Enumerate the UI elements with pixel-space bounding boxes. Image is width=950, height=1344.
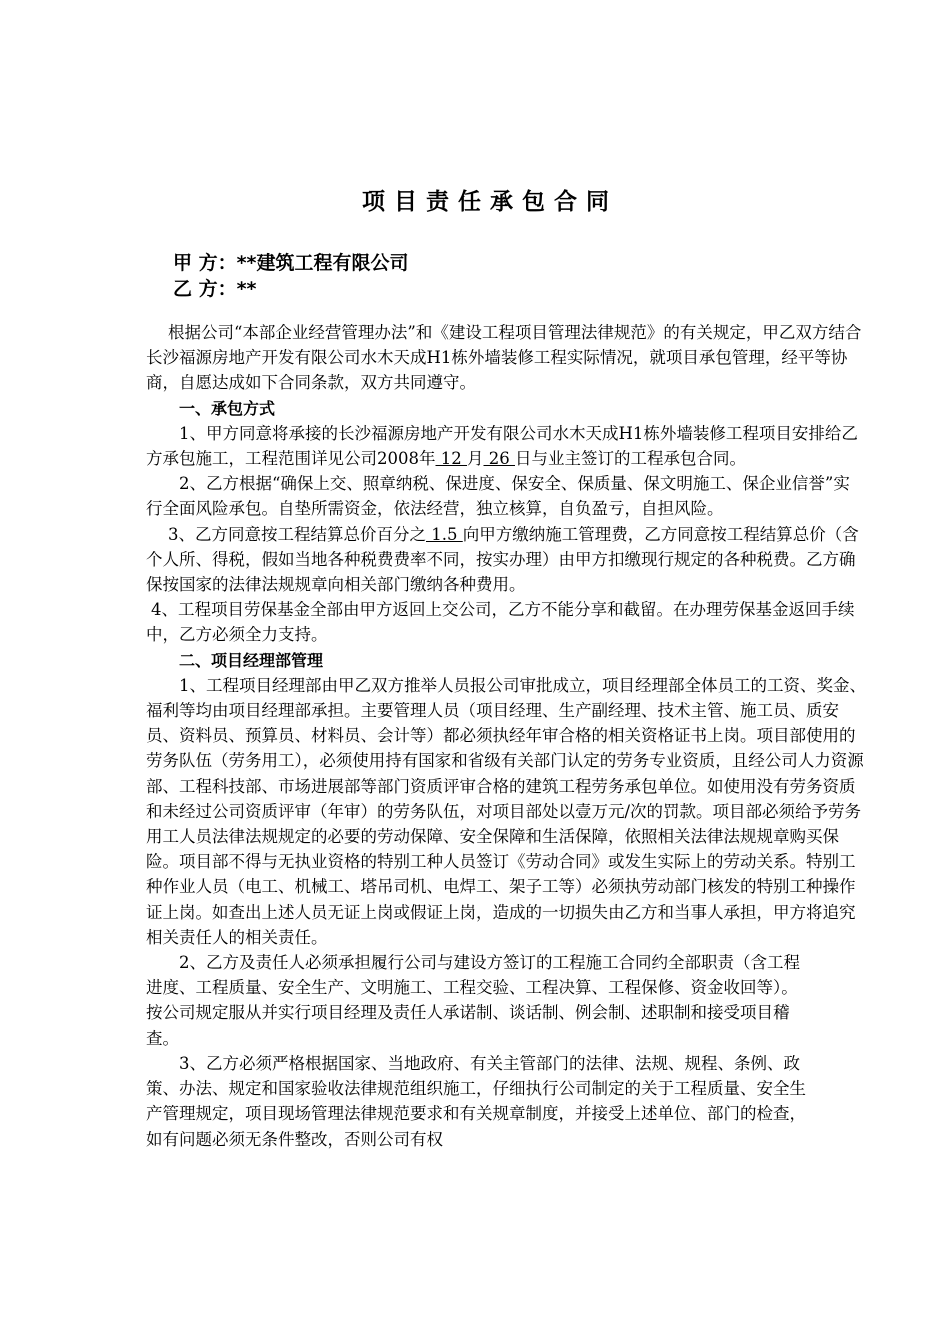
item-1-text-c: 日与业主签订的工程承包合同。	[515, 449, 746, 469]
item-1-text-b: 月	[467, 449, 484, 469]
section-1-item-3	[146, 522, 866, 598]
section-1-item-4: 4、工程项目劳保基金全部由甲方返回上交公司，乙方不能分享和截留。在办理劳保基金返回手续中，乙方必须全力支持。	[146, 600, 855, 645]
item-1-text-a: 1、甲方同意将承接的长沙福源房地产开发有限公司水木天成H1栋外墙装修工程项目安排给乙方承包施工，工程范围详见公司2008年	[146, 423, 858, 469]
section-2-item-3: 3、乙方必须严格根据国家、当地政府、有关主管部门的法律、法规、规程、条例、政策、办法、规定和国家验收法律规范组织施工，仔细执行公司制定的关于工程质量、安全生产管理规定，项目现场管理法律规范要求和有关规章制度，并接受上述单位、部门的检查，如有问题必须无条件整改，否则公司有权	[146, 1053, 806, 1149]
intro-paragraph: 根据公司“本部企业经营管理办法”和《建设工程项目管理法律规范》的有关规定，甲乙双方结合长沙福源房地产开发有限公司水木天成H1栋外墙装修工程实际情况，就项目承包管理，经平等协商，自愿达成如下合同条款，双方共同遵守。	[146, 323, 862, 393]
item-3-text-a: 3、乙方同意按工程结算总价百分之	[168, 524, 426, 544]
section-2-heading: 二、项目经理部管理	[179, 650, 324, 670]
contract-day: 26	[483, 449, 515, 469]
contract-body	[146, 320, 866, 1152]
section-2-item-1: 1、工程项目经理部由甲乙双方推举人员报公司审批成立，项目经理部全体员工的工资、奖金、福利等均由项目经理部承担。主要管理人员（项目经理、生产副经理、技术主管、施工员、质安员、资料员、预算员、材料员、会计等）都必须执经年审合格的相关资格证书上岗。项目部使用的劳务队伍（劳务用工），必须使用持有国家和省级有关部门认定的劳务专业资质，且经公司人力资源部、工程科技部、市场进展部等部门资质评审合格的建筑工程劳务承包单位。如使用没有劳务资质和未经过公司资质评审（年审）的劳务队伍，对项目部处以壹万元/次的罚款。项目部必须给予劳务用工人员法律法规规定的必要的劳动保障、安全保障和生活保障，依照相关法律法规规章购买保险。项目部不得与无执业资格的特别工种人员签订《劳动合同》或发生实际上的劳动关系。特别工种作业人员（电工、机械工、塔吊司机、电焊工、架子工等）必须执劳动部门核发的特别工种操作证上岗。如查出上述人员无证上岗或假证上岗，造成的一切损失由乙方和当事人承担，甲方将追究相关责任人的相关责任。	[146, 675, 866, 947]
section-2-item-2: 2、乙方及责任人必须承担履行公司与建设方签订的工程施工合同约全部职责（含工程进度、工程质量、安全生产、文明施工、工程交验、工程决算、工程保修、资金收回等）。按公司规定服从并实行项目经理及责任人承诺制、谈话制、例会制、述职制和接受项目稽查。	[146, 953, 800, 1048]
section-1-item-2: 2、乙方根据“确保上交、照章纳税、保进度、保安全、保质量、保文明施工、保企业信誉”实行全面风险承包。自垫所需资金，依法经营，独立核算，自负盈亏，自担风险。	[146, 474, 850, 519]
management-fee-rate: 1.5	[426, 524, 463, 544]
item-3-text-b: 向甲方缴纳施工管理费，乙方同意按工程结算总价（含个人所、得税，假如当地各种税费费率不同，按实办理）由甲方扣缴现行规定的各种税费。乙方确保按国家的法律法规规章向相关部门缴纳各种费用。	[146, 524, 859, 595]
contract-month: 12	[435, 449, 467, 469]
section-1-item-1	[146, 421, 866, 471]
section-1-heading: 一、承包方式	[179, 398, 276, 418]
party-a: 甲 方：**建筑工程有限公司	[173, 252, 409, 274]
document-title: 项目责任承包合同	[362, 189, 618, 215]
party-b: 乙 方：**	[173, 278, 257, 300]
